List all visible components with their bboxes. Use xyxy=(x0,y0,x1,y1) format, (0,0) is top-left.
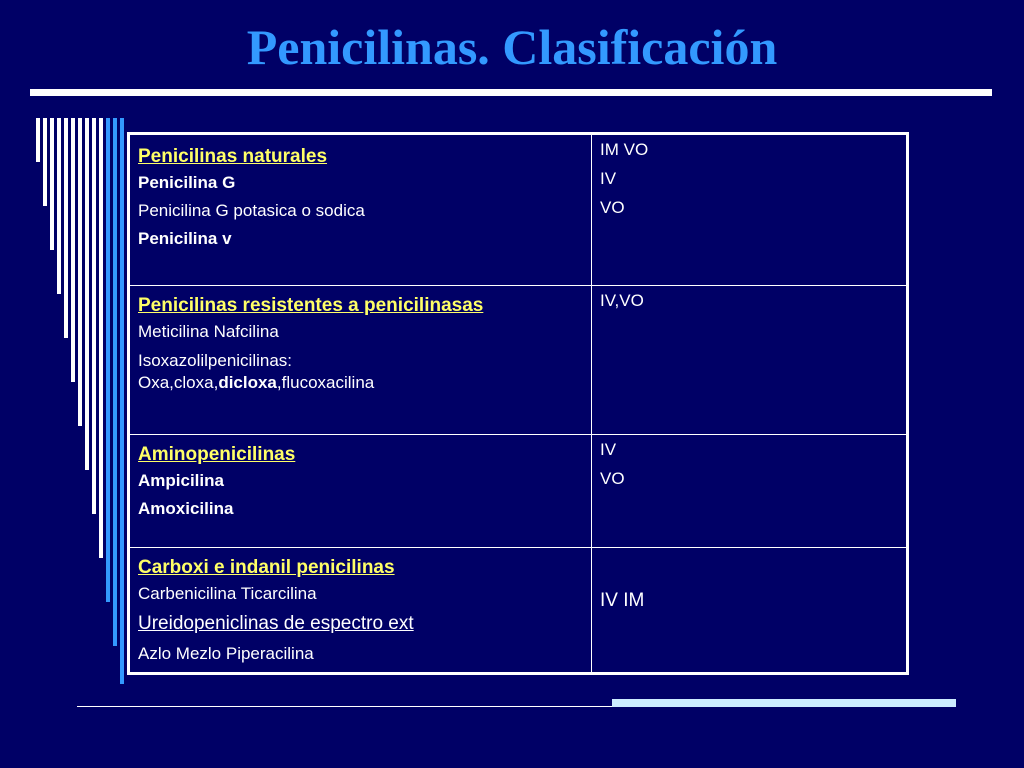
decorative-line xyxy=(36,118,40,162)
group-heading: Penicilinas resistentes a penicilinasas xyxy=(138,295,484,316)
drug-name-part: ,flucoxacilina xyxy=(276,373,375,392)
route-cell xyxy=(592,134,908,286)
decorative-line xyxy=(43,118,47,206)
table-row xyxy=(129,286,908,435)
drug-name: Azlo Mezlo Piperacilina xyxy=(138,644,314,663)
decorative-line xyxy=(50,118,54,250)
drug-name-emphasis: dicloxa xyxy=(218,373,277,392)
route-cell xyxy=(592,548,908,674)
route-text: IM VO xyxy=(600,140,649,159)
decorative-line xyxy=(64,118,68,338)
drug-name: Isoxazolilpenicilinas: xyxy=(138,351,293,370)
table-row xyxy=(129,134,908,286)
decorative-line xyxy=(99,118,103,558)
decorative-line xyxy=(57,118,61,294)
group-heading: Carboxi e indanil penicilinas xyxy=(138,557,395,578)
decorative-line xyxy=(120,118,124,684)
drug-name: Ampicilina xyxy=(138,471,224,490)
decorative-line xyxy=(106,118,110,602)
route-cell xyxy=(592,435,908,548)
decorative-line xyxy=(92,118,96,514)
footer-divider-thin xyxy=(77,706,612,707)
drug-name: Penicilina v xyxy=(138,229,232,248)
footer-divider-thick xyxy=(612,699,956,707)
table-row xyxy=(129,548,908,674)
route-text: IV IM xyxy=(600,590,645,611)
drug-name: Amoxicilina xyxy=(138,499,234,518)
drug-name-part: Oxa,cloxa, xyxy=(138,373,219,392)
decorative-line xyxy=(113,118,117,646)
decorative-line xyxy=(71,118,75,382)
route-text: IV xyxy=(600,169,617,188)
drug-name-list xyxy=(138,372,583,394)
drug-cell xyxy=(129,134,592,286)
route-cell xyxy=(592,286,908,435)
route-text: VO xyxy=(600,198,625,217)
route-text: IV xyxy=(600,440,617,459)
group-subheading: Ureidopeniclinas de espectro ext xyxy=(138,613,414,634)
slide-title: Penicilinas. Clasificación xyxy=(246,19,778,75)
route-text: IV,VO xyxy=(600,291,644,310)
group-heading: Penicilinas naturales xyxy=(138,146,328,167)
drug-name: Meticilina Nafcilina xyxy=(138,322,279,341)
group-heading: Aminopenicilinas xyxy=(138,444,296,465)
drug-cell xyxy=(129,286,592,435)
penicillin-classification-table xyxy=(127,132,909,675)
decorative-line xyxy=(85,118,89,470)
drug-name: Penicilina G xyxy=(138,173,236,192)
drug-cell xyxy=(129,435,592,548)
route-text: VO xyxy=(600,469,625,488)
drug-name: Carbenicilina Ticarcilina xyxy=(138,584,317,603)
drug-name: Penicilina G potasica o sodica xyxy=(138,201,365,220)
drug-cell xyxy=(129,548,592,674)
title-divider xyxy=(30,89,992,96)
decorative-line xyxy=(78,118,82,426)
table-row xyxy=(129,435,908,548)
